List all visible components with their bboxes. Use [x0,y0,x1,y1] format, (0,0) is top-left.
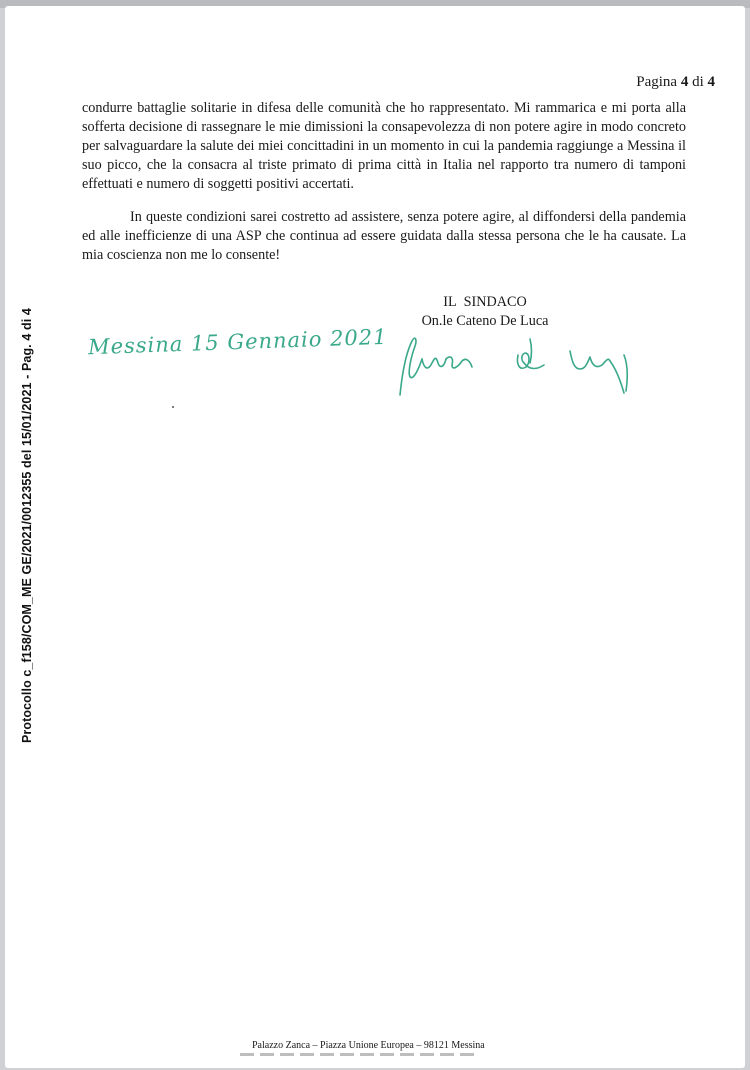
page-number: Pagina 4 di 4 [636,74,715,90]
handwritten-place-date: Messina 15 Gennaio 2021 [87,324,388,360]
signer-title: IL SINDACO [443,294,527,310]
footer-cut-line [240,1053,480,1056]
signer-name: On.le Cateno De Luca [421,313,549,329]
protocol-stamp: Protocollo c_f158/COM_ME GE/2021/0012355 del 15/01/2021 - Pag. 4 di 4 [20,308,34,743]
handwritten-signature [380,325,640,405]
ink-speck [172,406,174,408]
paragraph-2: In queste condizioni sarei costretto ad assistere, senza potere agire, al diffondersi della pandemia ed alle inefficienze di una ASP che continua ad essere guidata dalla stessa persona che le ha causate. La mia coscienza non me lo consente! [82,209,686,263]
paragraph-1: condurre battaglie solitarie in difesa delle comunità che ho rappresentato. Mi rammarica e mi porta alla sofferta decisione di rassegnare le mie dimissioni la consapevolezza di non potere agire in modo concreto per salvaguardare la salute dei miei concittadini in un momento in cui la pandemia raggiunge a Messina il suo picco, che la consacra al triste primato di prima città in Italia nel rapporto tra numero di tamponi effettuati e numero di soggetti positivi accertati. [82,100,686,192]
letter-body [82,99,686,265]
footer-address: Palazzo Zanca – Piazza Unione Europea – 98121 Messina [252,1040,485,1051]
